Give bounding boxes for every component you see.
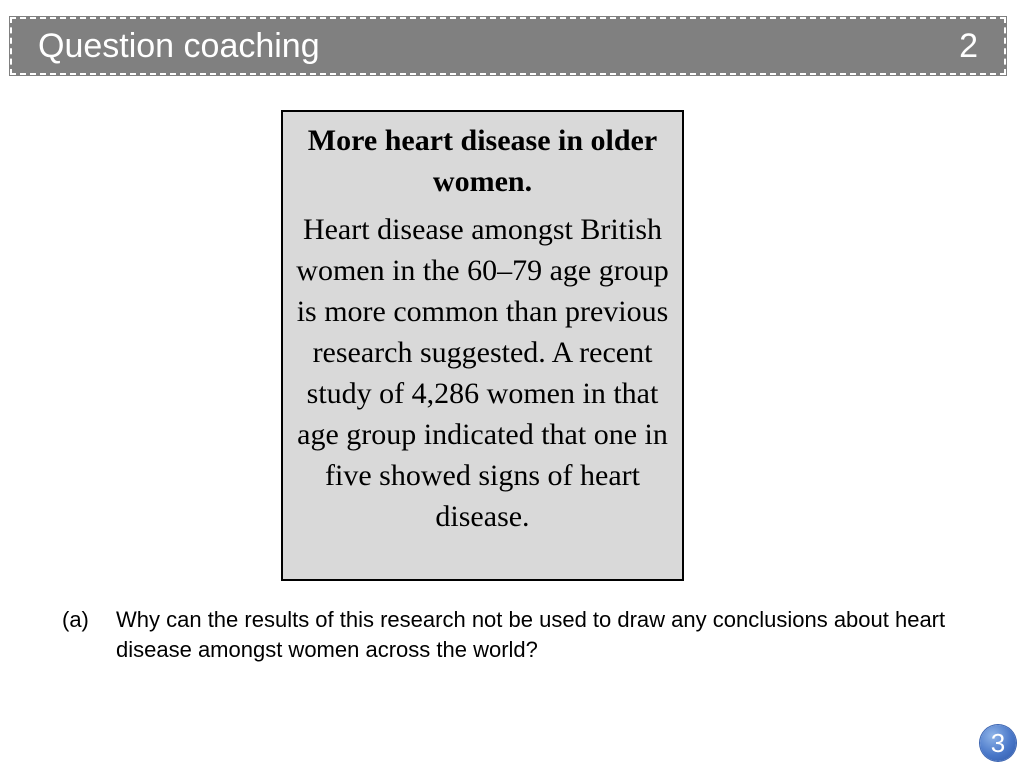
slide-number: 2 <box>959 27 978 65</box>
article-heading: More heart disease in older women. <box>307 124 658 198</box>
title-bar <box>10 17 1006 75</box>
question-text: Why can the results of this research not be used to draw any conclusions about heart disease amongst women across the world? <box>116 607 946 662</box>
article-body: Heart disease amongst British women in the 60–79 age group is more common than previous research suggested. A recent study of 4,286 women in that age group indicated that one in five showed signs of heart disease. <box>296 213 669 533</box>
page-title: Question coaching <box>38 27 320 65</box>
article-box <box>281 110 684 581</box>
question-label: (a) <box>62 607 89 632</box>
question <box>62 605 962 665</box>
next-page-button[interactable]: 3 <box>980 725 1016 761</box>
